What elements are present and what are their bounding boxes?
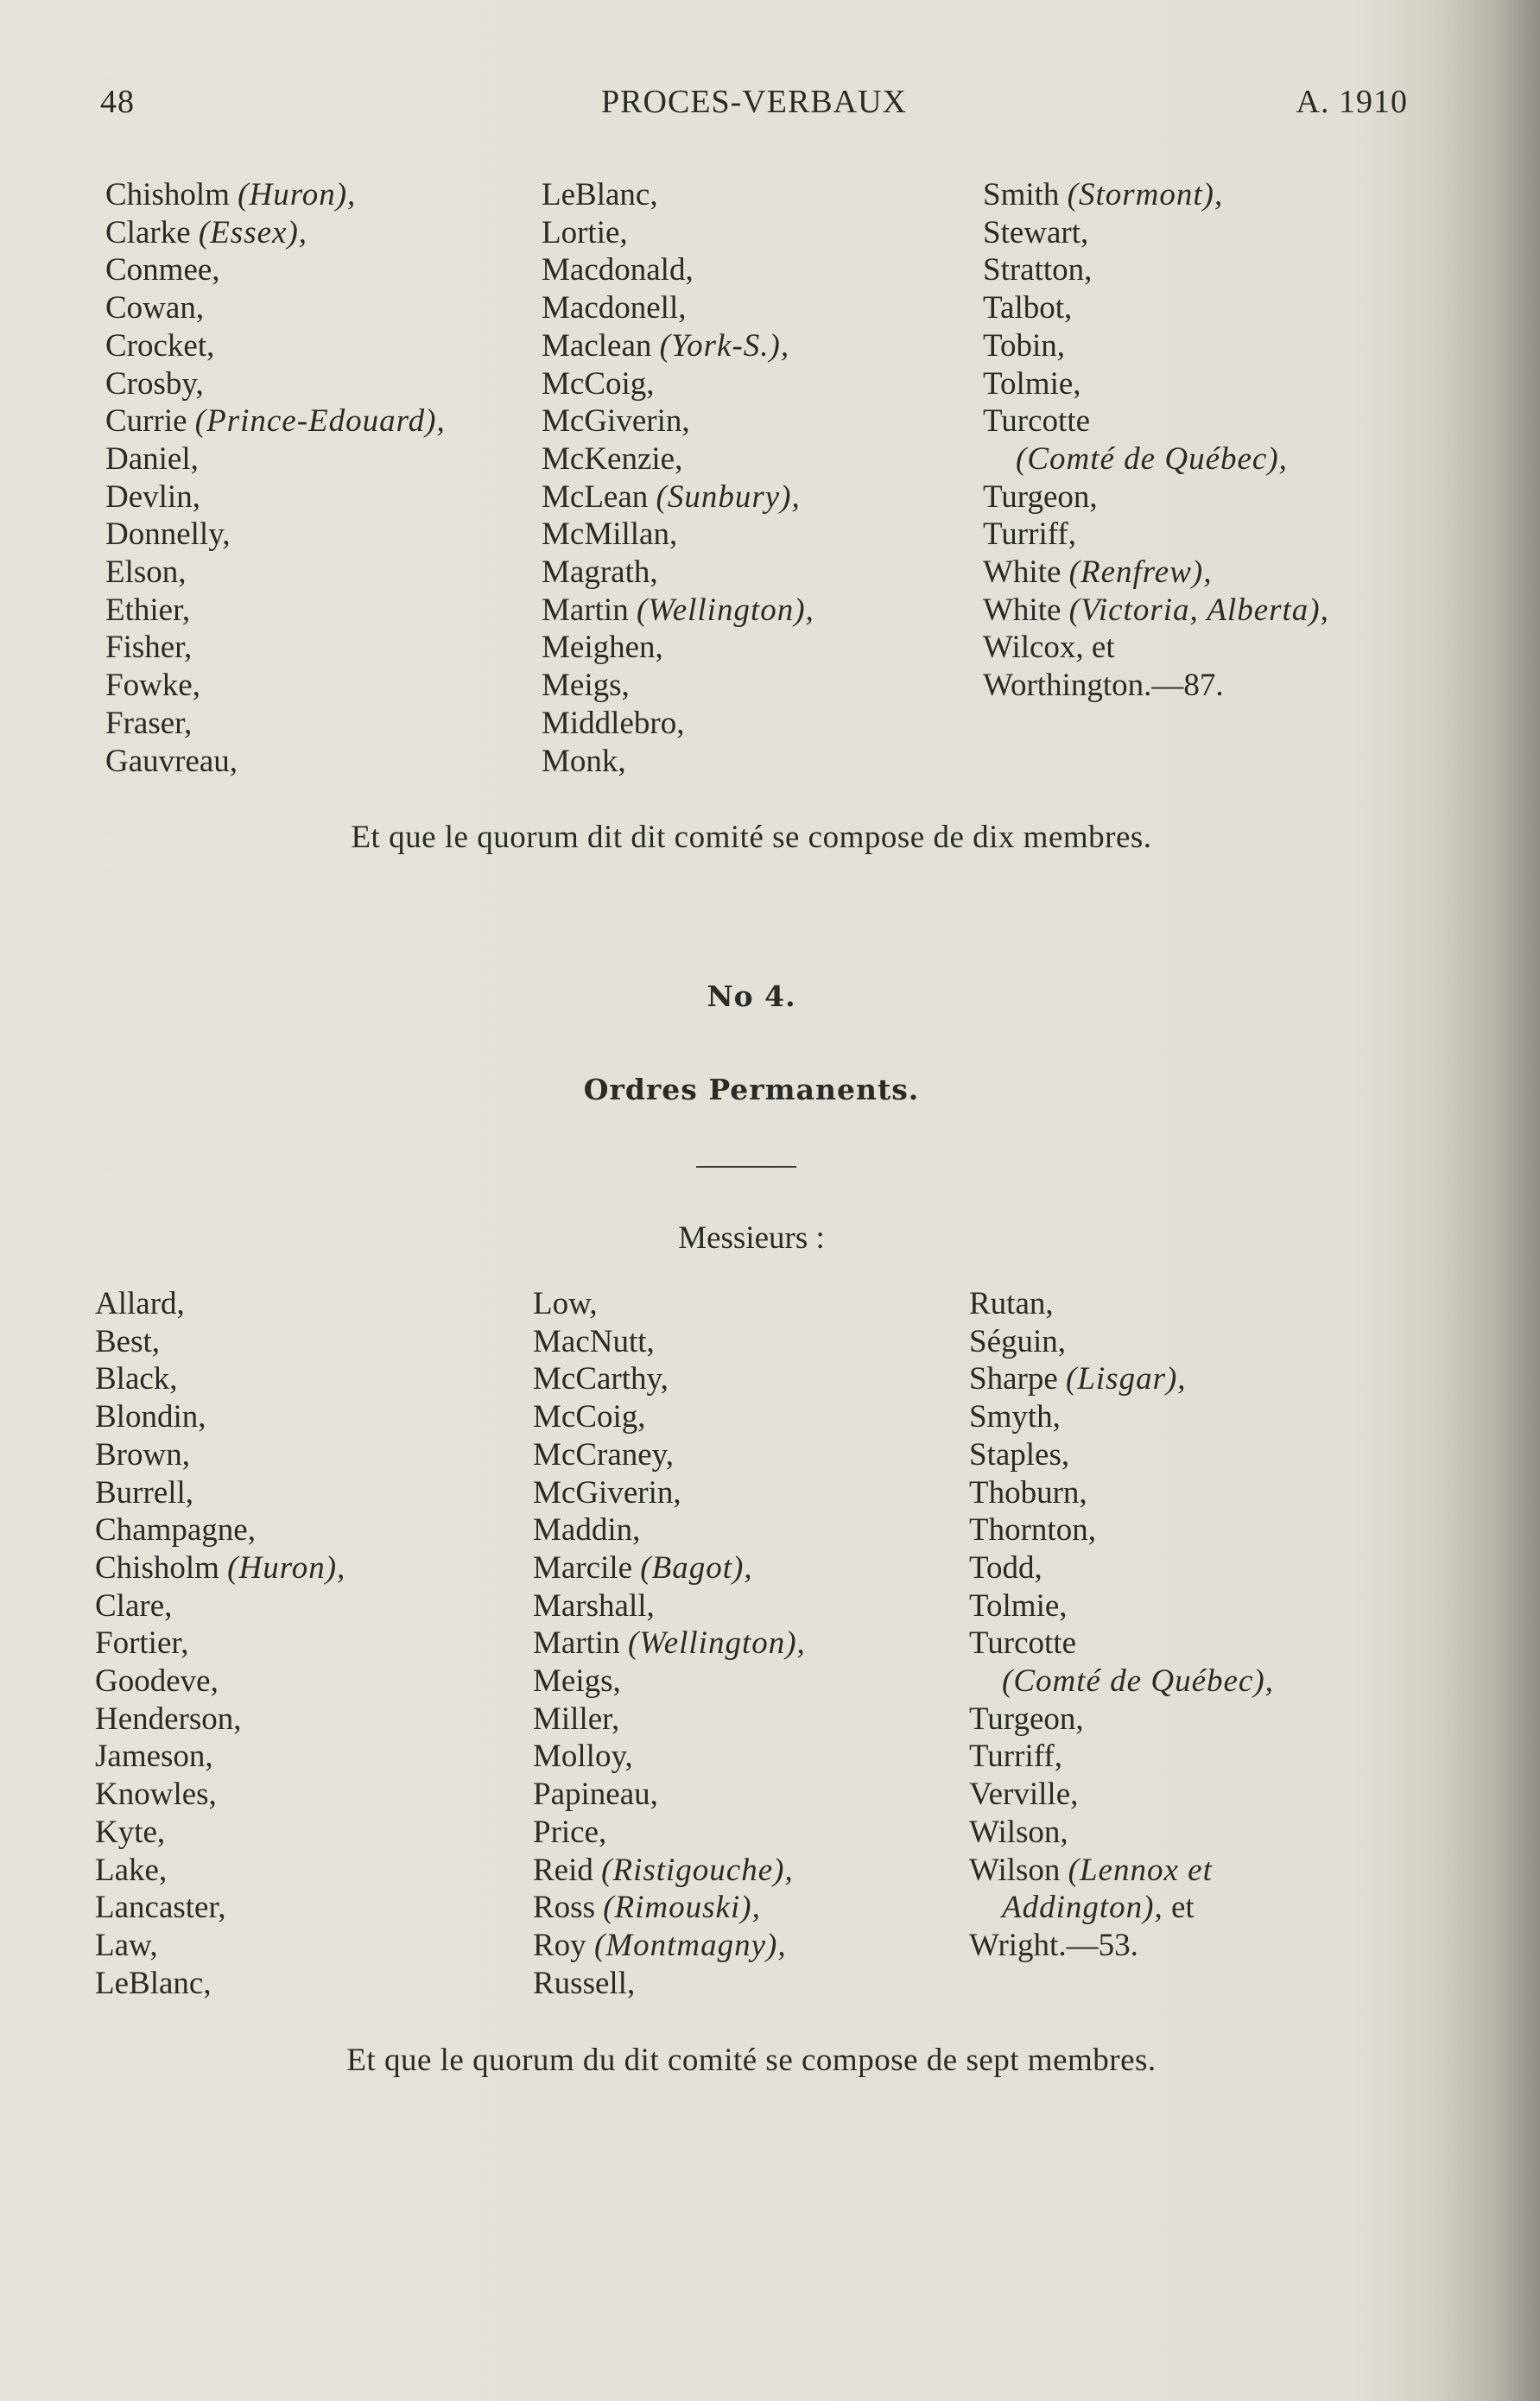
member-entry bbox=[95, 1511, 345, 1549]
member-entry bbox=[95, 1360, 345, 1398]
member-constituency: (Ristigouche), bbox=[601, 1852, 794, 1888]
member-name: Thoburn, bbox=[969, 1474, 1087, 1511]
members-column-1 bbox=[95, 1285, 345, 2002]
session-year: A. 1910 bbox=[1296, 84, 1408, 120]
member-entry bbox=[105, 554, 446, 592]
member-name: Price, bbox=[533, 1814, 607, 1850]
member-entry bbox=[533, 1474, 806, 1512]
member-name: Tolmie, bbox=[969, 1587, 1068, 1624]
member-constituency: (Prince-Edouard), bbox=[194, 403, 446, 440]
member-name: Devlin, bbox=[105, 478, 200, 515]
member-name: Monk, bbox=[542, 743, 626, 779]
member-name: Thornton, bbox=[969, 1512, 1096, 1549]
member-name: Middlebro, bbox=[542, 705, 685, 741]
member-name: Fortier, bbox=[95, 1625, 189, 1662]
member-name: Stewart, bbox=[983, 214, 1089, 250]
member-entry bbox=[533, 1965, 806, 2003]
member-entry bbox=[983, 667, 1329, 705]
member-name: McCoig, bbox=[542, 365, 655, 402]
member-constituency: (Comté de Québec), bbox=[1016, 440, 1288, 477]
member-name: Martin bbox=[542, 592, 629, 628]
members-column-3 bbox=[983, 176, 1329, 705]
member-entry bbox=[983, 327, 1329, 365]
member-entry bbox=[542, 478, 814, 516]
member-entry bbox=[983, 176, 1329, 214]
members-column-2 bbox=[542, 176, 814, 780]
member-name: LeBlanc, bbox=[95, 1965, 212, 2001]
member-name: Lancaster, bbox=[95, 1890, 226, 1926]
member-name: Talbot, bbox=[983, 290, 1073, 326]
member-name: Fraser, bbox=[105, 705, 193, 741]
member-name: Blondin, bbox=[95, 1399, 206, 1435]
member-name: Reid bbox=[533, 1852, 593, 1888]
member-name: Turcotte bbox=[969, 1625, 1077, 1662]
member-entry bbox=[95, 1663, 345, 1701]
member-entry bbox=[542, 251, 814, 289]
quorum-statement-1: Et que le quorum dit dit comité se compose de dix membres. bbox=[351, 820, 1152, 855]
member-entry bbox=[95, 1398, 345, 1436]
member-entry bbox=[105, 214, 446, 252]
member-name: Marshall, bbox=[533, 1587, 655, 1624]
member-entry bbox=[969, 1852, 1274, 1890]
member-entry bbox=[533, 1323, 806, 1361]
member-entry bbox=[95, 1965, 345, 2003]
member-entry bbox=[105, 743, 446, 781]
member-name: Turgeon, bbox=[969, 1701, 1084, 1737]
member-entry bbox=[542, 554, 814, 592]
salutation: Messieurs : bbox=[678, 1220, 825, 1256]
member-name: Séguin, bbox=[969, 1323, 1067, 1359]
member-name: Martin bbox=[533, 1625, 620, 1662]
member-name: Goodeve, bbox=[95, 1663, 219, 1700]
member-name: Brown, bbox=[95, 1436, 190, 1473]
members-column-2 bbox=[533, 1285, 806, 2002]
member-entry bbox=[983, 289, 1329, 327]
member-entry bbox=[533, 1285, 806, 1323]
member-name: Best, bbox=[95, 1323, 161, 1359]
member-entry bbox=[542, 743, 814, 781]
member-constituency: (Stormont), bbox=[1067, 177, 1224, 212]
running-title: PROCES-VERBAUX bbox=[601, 84, 907, 120]
member-entry bbox=[969, 1549, 1274, 1587]
member-name: Turcotte bbox=[983, 403, 1091, 440]
member-entry bbox=[533, 1549, 806, 1587]
member-entry bbox=[983, 554, 1329, 592]
member-name: Black, bbox=[95, 1361, 178, 1397]
member-entry bbox=[533, 1814, 806, 1852]
member-name: Meighen, bbox=[542, 630, 663, 666]
member-constituency: (Rimouski), bbox=[603, 1890, 761, 1926]
page-header bbox=[100, 83, 1408, 123]
member-entry bbox=[983, 440, 1329, 478]
member-entry bbox=[533, 1852, 806, 1890]
member-entry bbox=[95, 1474, 345, 1512]
section-title: Ordres Permanents. bbox=[583, 1073, 920, 1106]
member-entry bbox=[983, 629, 1329, 667]
member-entry bbox=[542, 705, 814, 743]
member-name: Champagne, bbox=[95, 1512, 256, 1549]
member-name: Fowke, bbox=[105, 668, 200, 704]
member-entry bbox=[105, 592, 446, 630]
member-entry bbox=[95, 1701, 345, 1739]
member-entry bbox=[542, 327, 814, 365]
member-name: Macdonald, bbox=[542, 252, 694, 288]
member-name: Ethier, bbox=[105, 592, 191, 628]
member-constituency: (Lisgar), bbox=[1066, 1361, 1187, 1397]
member-name: Wright.—53. bbox=[969, 1927, 1138, 1963]
member-entry bbox=[105, 705, 446, 743]
member-name: Clare, bbox=[95, 1587, 173, 1624]
member-constituency: (Lennox et bbox=[1068, 1852, 1213, 1888]
section-divider bbox=[696, 1166, 796, 1168]
member-entry bbox=[95, 1927, 345, 1965]
member-name: Currie bbox=[105, 403, 187, 440]
member-name: Sharpe bbox=[969, 1361, 1058, 1397]
member-entry bbox=[105, 365, 446, 403]
member-entry bbox=[969, 1323, 1274, 1361]
members-column-1 bbox=[105, 176, 446, 780]
member-entry bbox=[969, 1360, 1274, 1398]
member-entry bbox=[969, 1398, 1274, 1436]
member-constituency: Addington), bbox=[1002, 1890, 1163, 1926]
member-entry bbox=[533, 1436, 806, 1474]
member-entry bbox=[95, 1625, 345, 1663]
member-name: Tolmie, bbox=[983, 365, 1081, 402]
member-name: White bbox=[983, 592, 1062, 628]
member-name: Molloy, bbox=[533, 1739, 633, 1775]
member-name: Jameson, bbox=[95, 1739, 213, 1775]
member-name: Stratton, bbox=[983, 252, 1093, 288]
quorum-statement-2: Et que le quorum du dit comité se compose de sept membres. bbox=[346, 2043, 1157, 2078]
member-entry bbox=[95, 1285, 345, 1323]
member-name: Allard, bbox=[95, 1286, 185, 1321]
member-entry bbox=[105, 327, 446, 365]
member-name: Staples, bbox=[969, 1436, 1070, 1473]
member-entry bbox=[105, 251, 446, 289]
member-entry bbox=[542, 667, 814, 705]
member-entry bbox=[533, 1398, 806, 1436]
member-entry bbox=[969, 1776, 1274, 1814]
member-entry bbox=[969, 1587, 1274, 1625]
member-name: Smyth, bbox=[969, 1399, 1061, 1435]
member-entry bbox=[533, 1738, 806, 1776]
member-name: Magrath, bbox=[542, 554, 658, 591]
member-name: Daniel, bbox=[105, 440, 199, 477]
member-entry bbox=[969, 1474, 1274, 1512]
member-name: Clarke bbox=[105, 214, 191, 250]
member-name: Crosby, bbox=[105, 365, 204, 402]
member-name: Rutan, bbox=[969, 1286, 1054, 1321]
member-entry bbox=[95, 1436, 345, 1474]
member-entry bbox=[105, 629, 446, 667]
member-constituency: (Montmagny), bbox=[593, 1927, 787, 1963]
member-entry bbox=[983, 251, 1329, 289]
member-entry bbox=[969, 1625, 1274, 1663]
member-entry bbox=[533, 1663, 806, 1701]
member-name: Conmee, bbox=[105, 252, 220, 288]
member-name: Donnelly, bbox=[105, 516, 231, 553]
member-constituency: (Wellington), bbox=[627, 1625, 806, 1662]
member-entry bbox=[542, 592, 814, 630]
member-name: Miller, bbox=[533, 1701, 620, 1737]
member-entry bbox=[105, 289, 446, 327]
member-name: Marcile bbox=[533, 1549, 633, 1586]
member-name: Kyte, bbox=[95, 1814, 166, 1850]
member-name: McCarthy, bbox=[533, 1361, 669, 1397]
member-entry bbox=[542, 365, 814, 403]
member-entry bbox=[95, 1889, 345, 1927]
member-entry bbox=[542, 629, 814, 667]
member-entry bbox=[95, 1852, 345, 1890]
page-number: 48 bbox=[100, 84, 135, 120]
member-name: Ross bbox=[533, 1890, 595, 1926]
member-entry bbox=[95, 1323, 345, 1361]
member-name: Wilson, bbox=[969, 1814, 1068, 1850]
member-constituency: (Comté de Québec), bbox=[1002, 1663, 1274, 1700]
member-name: Crocket, bbox=[105, 327, 215, 364]
member-entry bbox=[969, 1927, 1274, 1965]
member-entry bbox=[95, 1738, 345, 1776]
member-name: Turriff, bbox=[983, 516, 1076, 553]
member-name: Lake, bbox=[95, 1852, 168, 1888]
member-name: Worthington.—87. bbox=[983, 668, 1224, 704]
member-name: Burrell, bbox=[95, 1474, 194, 1511]
member-name: Chisholm bbox=[105, 177, 230, 212]
member-name: Macdonell, bbox=[542, 290, 687, 326]
section-number: No 4. bbox=[707, 979, 796, 1013]
member-name: Todd, bbox=[969, 1549, 1043, 1586]
member-name: Tobin, bbox=[983, 327, 1066, 364]
member-entry bbox=[969, 1663, 1274, 1701]
member-entry bbox=[969, 1889, 1274, 1927]
member-entry bbox=[542, 214, 814, 252]
member-entry bbox=[533, 1701, 806, 1739]
member-entry bbox=[533, 1776, 806, 1814]
member-entry bbox=[105, 440, 446, 478]
member-name: Roy bbox=[533, 1927, 586, 1963]
member-name: McCraney, bbox=[533, 1436, 675, 1473]
member-entry bbox=[969, 1738, 1274, 1776]
member-name: Maclean bbox=[542, 327, 652, 364]
member-entry bbox=[542, 176, 814, 214]
member-name: MacNutt, bbox=[533, 1323, 655, 1359]
member-suffix: et bbox=[1170, 1890, 1195, 1926]
member-name: White bbox=[983, 554, 1062, 591]
member-entry bbox=[105, 176, 446, 214]
member-name: Turriff, bbox=[969, 1739, 1062, 1775]
member-entry bbox=[542, 516, 814, 554]
member-entry bbox=[533, 1587, 806, 1625]
members-column-3 bbox=[969, 1285, 1274, 1965]
member-entry bbox=[95, 1776, 345, 1814]
member-constituency: (Essex), bbox=[198, 214, 308, 250]
member-name: Lortie, bbox=[542, 214, 628, 250]
member-entry bbox=[95, 1587, 345, 1625]
member-entry bbox=[533, 1889, 806, 1927]
committee-members-list-1 bbox=[0, 176, 1540, 781]
member-name: Papineau, bbox=[533, 1777, 658, 1813]
member-entry bbox=[105, 516, 446, 554]
member-name: Elson, bbox=[105, 554, 187, 591]
member-constituency: (Victoria, Alberta), bbox=[1068, 592, 1329, 628]
member-entry bbox=[542, 402, 814, 440]
member-name: Cowan, bbox=[105, 290, 205, 326]
member-entry bbox=[542, 440, 814, 478]
member-constituency: (Huron), bbox=[238, 177, 357, 212]
member-name: Turgeon, bbox=[983, 478, 1098, 515]
member-constituency: (Wellington), bbox=[636, 592, 814, 628]
member-entry bbox=[983, 592, 1329, 630]
member-entry bbox=[983, 402, 1329, 440]
member-entry bbox=[533, 1511, 806, 1549]
member-name: McKenzie, bbox=[542, 440, 683, 477]
member-name: McGiverin, bbox=[542, 403, 690, 440]
member-entry bbox=[969, 1814, 1274, 1852]
member-entry bbox=[105, 667, 446, 705]
member-name: LeBlanc, bbox=[542, 177, 658, 212]
member-entry bbox=[983, 365, 1329, 403]
member-constituency: (Renfrew), bbox=[1068, 554, 1213, 591]
member-entry bbox=[533, 1360, 806, 1398]
member-name: Smith bbox=[983, 177, 1060, 212]
member-name: Chisholm bbox=[95, 1549, 219, 1586]
member-name: Gauvreau, bbox=[105, 743, 238, 779]
member-name: Meigs, bbox=[533, 1663, 621, 1700]
member-constituency: (Bagot), bbox=[640, 1549, 753, 1586]
member-entry bbox=[95, 1814, 345, 1852]
member-entry bbox=[983, 214, 1329, 252]
member-entry bbox=[105, 402, 446, 440]
member-entry bbox=[533, 1625, 806, 1663]
member-entry bbox=[969, 1285, 1274, 1323]
member-entry bbox=[983, 516, 1329, 554]
member-name: Maddin, bbox=[533, 1512, 641, 1549]
member-name: Wilcox, et bbox=[983, 630, 1115, 666]
member-name: Law, bbox=[95, 1927, 158, 1963]
member-entry bbox=[533, 1927, 806, 1965]
member-entry bbox=[95, 1549, 345, 1587]
member-name: Wilson bbox=[969, 1852, 1061, 1888]
member-entry bbox=[105, 478, 446, 516]
committee-members-list-2 bbox=[0, 1285, 1540, 2011]
member-entry bbox=[969, 1436, 1274, 1474]
member-entry bbox=[983, 478, 1329, 516]
member-constituency: (Sunbury), bbox=[656, 478, 801, 515]
member-name: Meigs, bbox=[542, 668, 630, 704]
member-name: Low, bbox=[533, 1286, 598, 1321]
member-name: Fisher, bbox=[105, 630, 193, 666]
member-name: McGiverin, bbox=[533, 1474, 681, 1511]
member-constituency: (Huron), bbox=[227, 1549, 346, 1586]
member-entry bbox=[969, 1511, 1274, 1549]
member-entry bbox=[969, 1701, 1274, 1739]
member-name: Russell, bbox=[533, 1965, 636, 2001]
member-name: McCoig, bbox=[533, 1399, 646, 1435]
member-name: McMillan, bbox=[542, 516, 678, 553]
member-constituency: (York-S.), bbox=[659, 327, 790, 364]
member-name: Verville, bbox=[969, 1777, 1079, 1813]
member-name: Henderson, bbox=[95, 1701, 242, 1737]
member-name: McLean bbox=[542, 478, 649, 515]
member-name: Knowles, bbox=[95, 1777, 217, 1813]
member-entry bbox=[542, 289, 814, 327]
